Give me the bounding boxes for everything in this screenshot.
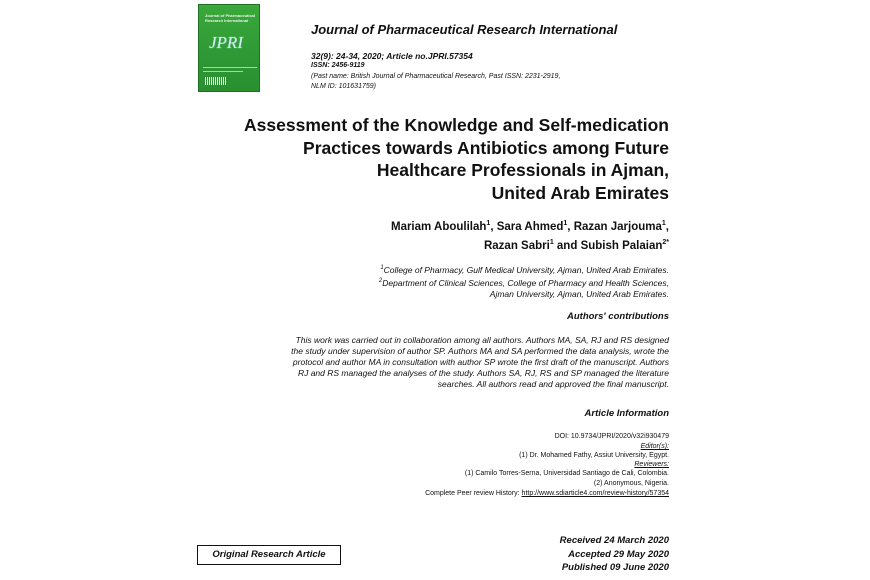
accepted-date: Accepted 29 May 2020 [568,548,669,560]
author-list [189,216,669,254]
author-separator: , [490,220,497,233]
author-name: Mariam Aboulilah [390,220,487,233]
title-line: Practices towards Antibiotics among Future [303,137,669,158]
issue-info: 32(9): 24-34, 2020; Article no.JPRI.57354 [311,51,473,61]
past-name-line: (Past name: British Journal of Pharmaceutical Research, Past ISSN: 2231-2919, [311,73,561,80]
author-name: Razan Jarjouma [573,220,662,233]
author-affil-mark: 2* [662,238,669,246]
affiliation-text: Department of Clinical Sciences, College of Pharmacy and Health Sciences, [382,277,669,288]
editors-label: Editor(s): [640,443,669,450]
affiliation-item [249,263,669,276]
published-date: Published 09 June 2020 [561,562,669,573]
contributions-heading: Authors' contributions [567,311,669,322]
contributions-line: searches. All authors read and approved the final manuscript. [437,379,669,389]
title-line: United Arab Emirates [491,182,669,203]
reviewers-label: Reviewers: [634,461,669,468]
cover-stripe [203,67,257,68]
title-line: Assessment of the Knowledge and Self-medication [244,115,669,135]
received-date: Received 24 March 2020 [559,535,669,546]
affiliation-text: College of Pharmacy, Gulf Medical University, Ajman, United Arab Emirates. [383,264,669,275]
doi: DOI: 10.9734/JPRI/2020/v32i930479 [554,433,669,440]
contributions-line: protocol and author MA in consultation with author SP wrote the first draft of the manuscript. Authors [292,357,669,367]
peer-review-label: Complete Peer review History: [425,490,522,497]
affiliation-mark: 2 [378,277,383,284]
contributions-line: the study under supervision of author SP. Authors MA and SA performed the data analysis, wrote the [291,346,669,356]
cover-logo: JPRI [209,33,243,52]
cover-title: Journal of Pharmaceutical Research International [205,13,256,23]
author-affil-mark: 1 [486,220,491,227]
affiliation-item [249,276,669,289]
journal-name: Journal of Pharmaceutical Research International [311,22,618,37]
contributions-line: RJ and RS managed the analyses of the study. Authors SA, RJ, RS and SP managed the literature [297,368,669,378]
issn: ISSN: 2456-9119 [311,62,365,69]
title-line: Healthcare Professionals in Ajman, [376,160,669,180]
article-info-heading: Article Information [584,408,669,419]
author-separator: , [665,220,669,233]
past-name-line: NLM ID: 101631759) [311,83,376,90]
contributions-line: This work was carried out in collaboration among all authors. Authors MA, SA, RJ and RS designed [295,335,669,345]
author-name: Razan Sabri [483,239,550,252]
reviewer-entry: (1) Camilo Torres-Serna, Universidad Santiago de Cali, Colombia. [464,470,669,477]
cover-stripe [203,71,243,72]
author-name: Sara Ahmed [496,220,564,233]
article-title [149,114,669,204]
affiliation-mark: 1 [380,265,384,271]
affiliations [249,263,669,300]
contributions-text [199,335,669,390]
author-affil-mark: 1 [661,220,666,227]
article-type-badge: Original Research Article [197,545,341,565]
author-affil-mark: 1 [549,238,554,246]
author-separator: and [553,239,581,252]
author-affil-mark: 1 [563,220,568,227]
author-line [189,235,669,254]
reviewer-entry: (2) Anonymous, Nigeria. [593,480,669,487]
past-name-note [311,72,651,92]
journal-cover-image [198,4,260,92]
barcode-icon [205,77,227,85]
author-separator: , [567,220,574,233]
author-line [189,216,669,235]
author-name: Subish Palaian [580,239,663,252]
peer-review-history [425,490,669,497]
affiliation-item: Ajman University, Ajman, United Arab Emirates. [489,288,669,299]
editor-entry: (1) Dr. Mohamed Fathy, Assiut University, Egypt. [519,452,669,459]
peer-review-link[interactable]: http://www.sdiarticle4.com/review-history/57354 [521,490,669,497]
publication-dates [560,534,669,575]
